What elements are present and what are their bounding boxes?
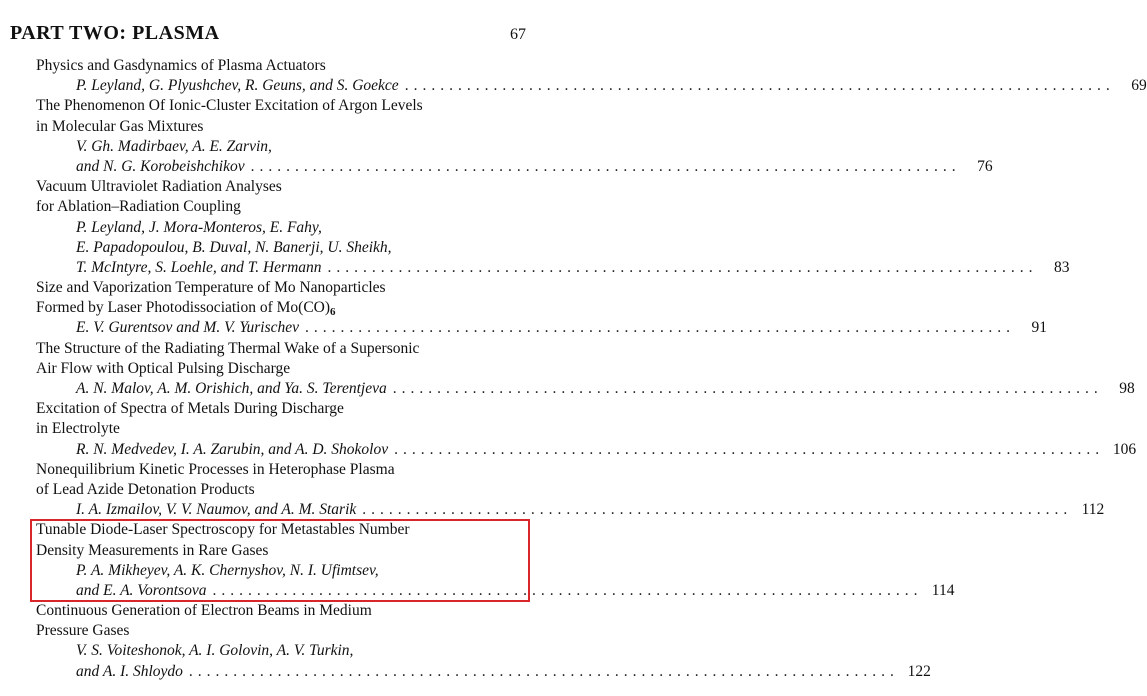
entry-author-line: E. V. Gurentsov and M. V. Yurischev ................................................................................ 91 <box>36 318 526 338</box>
part-title: PART TWO: PLASMA <box>10 22 220 44</box>
entry-author-line: and A. I. Shloydo ................................................................................ 122 <box>36 662 526 682</box>
entry-author-line: P. A. Mikheyev, A. K. Chernyshov, N. I. Ufimtsev, <box>76 561 379 579</box>
entry-author-line: V. Gh. Madirbaev, A. E. Zarvin, <box>76 137 272 155</box>
entry-title-line: The Structure of the Radiating Thermal Wake of a Supersonic <box>36 339 420 357</box>
entry-page-number: 69 <box>1131 77 1147 95</box>
entry-author-line: and E. A. Vorontsova ................................................................................ 114 <box>36 581 526 601</box>
leader-dots: ................................................................................ <box>404 77 1115 95</box>
entry-author-line: and N. G. Korobeishchikov ................................................................................ 76 <box>36 157 526 177</box>
entry-author-line: R. N. Medvedev, I. A. Zarubin, and A. D. Shokolov ................................................................................ 106 <box>36 440 526 460</box>
entry-title-line: Formed by Laser Photodissociation of $Mo(CO)_6$ <box>36 299 336 319</box>
toc-entry[interactable] <box>36 460 1105 521</box>
entry-title-line: Density Measurements in Rare Gases <box>36 541 269 559</box>
entry-page-number: 98 <box>1119 380 1135 397</box>
entry-title-line: Nonequilibrium Kinetic Processes in Heterophase Plasma <box>36 460 395 478</box>
entry-title-line: of Lead Azide Detonation Products <box>36 480 255 498</box>
entry-page-number: 91 <box>1031 319 1048 337</box>
entry-title-line: for Ablation–Radiation Coupling <box>36 198 241 216</box>
toc-entry[interactable] <box>36 96 993 177</box>
toc-entry[interactable] <box>36 177 1070 278</box>
entry-title-line: The Phenomenon Of Ionic-Cluster Excitation of Argon Levels <box>36 97 423 115</box>
entry-title-line: Continuous Generation of Electron Beams in Medium <box>36 602 372 620</box>
entry-title-line: in Electrolyte <box>36 420 120 438</box>
part-header <box>10 22 526 45</box>
entry-author-line: E. Papadopoulou, B. Duval, N. Banerji, U. Sheikh, <box>76 238 392 256</box>
entry-page-number: 83 <box>1054 258 1070 276</box>
entry-title-line: Vacuum Ultraviolet Radiation Analyses <box>36 178 282 196</box>
entry-author-line: V. S. Voiteshonok, A. I. Golovin, A. V. Turkin, <box>76 642 354 660</box>
entry-title-line: Tunable Diode-Laser Spectroscopy for Metastables Number <box>36 521 410 539</box>
toc-entry[interactable] <box>36 339 1135 400</box>
entry-title-line: Size and Vaporization Temperature of Mo Nanoparticles <box>36 279 386 297</box>
leader-dots: ................................................................................ <box>188 662 899 680</box>
entry-page-number: 114 <box>931 581 955 599</box>
entry-page-number: 76 <box>977 157 993 175</box>
toc-entry[interactable] <box>36 56 1147 96</box>
leader-dots: ................................................................................ <box>305 319 1016 337</box>
entry-page-number: 122 <box>907 662 931 680</box>
entry-title-line: Pressure Gases <box>36 622 130 640</box>
entry-title-line: Air Flow with Optical Pulsing Discharge <box>36 359 291 377</box>
entry-page-number: 106 <box>1112 440 1137 458</box>
toc-entry[interactable] <box>36 520 955 601</box>
toc-list <box>36 56 1147 682</box>
entry-author-line: T. McIntyre, S. Loehle, and T. Hermann ................................................................................ 83 <box>36 258 526 278</box>
leader-dots: ................................................................................ <box>212 581 923 599</box>
leader-dots: ................................................................................ <box>362 501 1073 519</box>
entry-author-line: P. Leyland, J. Mora-Monteros, E. Fahy, <box>76 218 322 236</box>
entry-author-line: A. N. Malov, A. M. Orishich, and Ya. S. Terentjeva ................................................................................ 98 <box>36 379 526 399</box>
entry-author-line: I. A. Izmailov, V. V. Naumov, and A. M. Starik ................................................................................ 112 <box>36 500 526 520</box>
toc-entry[interactable] <box>36 278 1048 339</box>
leader-dots: ................................................................................ <box>394 440 1105 458</box>
entry-page-number: 112 <box>1081 501 1105 519</box>
entry-title-line: Excitation of Spectra of Metals During Discharge <box>36 400 344 418</box>
leader-dots: ................................................................................ <box>327 258 1038 276</box>
toc-entry[interactable] <box>36 399 1137 460</box>
leader-dots: ................................................................................ <box>392 380 1103 397</box>
leader-dots: ................................................................................ <box>250 157 961 175</box>
toc-entry[interactable] <box>36 601 931 682</box>
title-subscript: 6 <box>330 306 336 319</box>
entry-author-line: P. Leyland, G. Plyushchev, R. Geuns, and S. Goekce ................................................................................ 69 <box>36 76 526 96</box>
entry-title-line: Physics and Gasdynamics of Plasma Actuators <box>36 57 326 74</box>
part-page-number: 67 <box>510 26 526 43</box>
entry-title-line: in Molecular Gas Mixtures <box>36 117 204 135</box>
